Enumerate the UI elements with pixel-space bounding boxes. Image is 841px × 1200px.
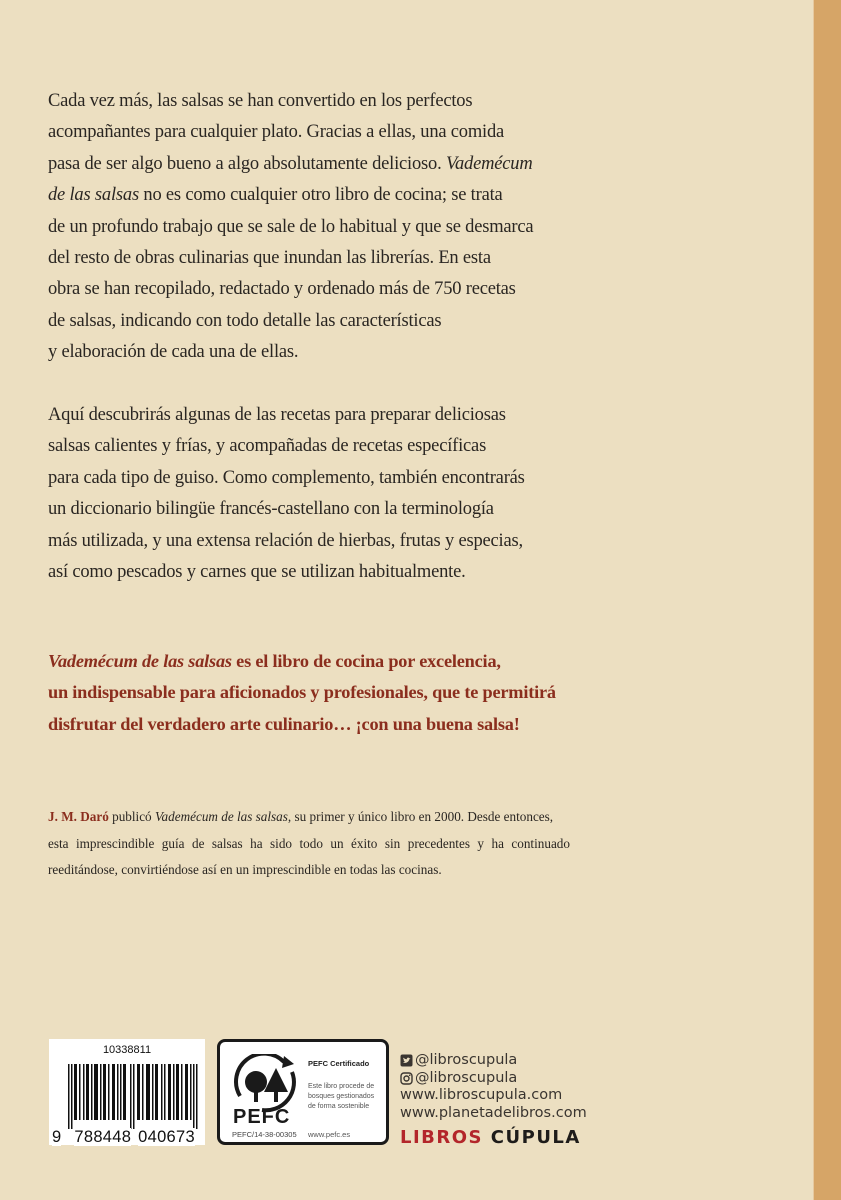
highlight-line: un indispensable para aficionados y profesionales, que te permitirá	[48, 682, 556, 703]
author-bio	[48, 804, 570, 884]
pefc-url: www.pefc.es	[308, 1130, 351, 1139]
author-line: esta imprescindible guía de salsas ha sido todo un éxito sin precedentes y ha continuado	[48, 835, 570, 851]
discover-line: para cada tipo de guiso. Como complemento, también encontrarás	[48, 467, 525, 488]
twitter-icon	[400, 1054, 413, 1067]
intro-line: de las salsas no es como cualquier otro libro de cocina; se trata	[48, 185, 503, 206]
pefc-trees-logo-icon	[232, 1054, 302, 1114]
highlight-line: disfrutar del verdadero arte culinario… ¡con una buena salsa!	[48, 713, 520, 734]
highlight-line: Vademécum de las salsas es el libro de cocina por excelencia,	[48, 651, 501, 671]
author-line: J. M. Daró publicó Vademécum de las salsas, su primer y único libro en 2000. Desde entonces,	[48, 809, 554, 824]
publisher-contacts	[400, 1052, 587, 1122]
intro-line: obra se han recopilado, redactado y ordenado más de 750 recetas	[48, 279, 516, 300]
website-link[interactable]: www.planetadelibros.com	[400, 1104, 587, 1121]
brand-word-libros: LIBROS	[400, 1127, 484, 1148]
intro-line: de un profundo trabajo que se sale de lo habitual y que se desmarca	[48, 216, 534, 237]
discover-line: un diccionario bilingüe francés-castellano con la terminología	[48, 499, 494, 520]
spine-strip	[813, 0, 841, 1200]
discover-line: salsas calientes y frías, y acompañadas de recetas específicas	[48, 436, 487, 457]
barcode-internal-code: 10338811	[102, 1044, 152, 1056]
author-line: reeditándose, convirtiéndose así en un imprescindible en todas las cocinas.	[48, 862, 442, 877]
pefc-title: PEFC Certificado	[308, 1059, 370, 1068]
discover-line: más utilizada, y una extensa relación de hierbas, frutas y especias,	[48, 530, 523, 551]
isbn-number: 9 788448 040673	[52, 1128, 195, 1146]
website-link[interactable]: www.libroscupula.com	[400, 1087, 563, 1103]
highlight-paragraph	[48, 646, 608, 740]
intro-paragraph	[48, 86, 608, 369]
barcode-bars-icon	[68, 1064, 198, 1129]
brand-word-cupula: CÚPULA	[490, 1127, 581, 1148]
intro-line: pasa de ser algo bueno a algo absolutamente delicioso. Vademécum	[48, 153, 533, 174]
isbn-barcode	[49, 1039, 205, 1145]
pefc-logo-text: PEFC	[233, 1106, 291, 1128]
book-title-italic: Vademécum	[445, 153, 533, 174]
book-title-italic: de las salsas	[48, 185, 139, 206]
discover-line: así como pescados y carnes que se utilizan habitualmente.	[48, 562, 466, 583]
instagram-icon	[400, 1072, 413, 1085]
publisher-logo	[400, 1127, 581, 1148]
book-title-italic: Vademécum de las salsas	[48, 651, 232, 671]
discover-line: Aquí descubrirás algunas de las recetas para preparar deliciosas	[48, 405, 506, 425]
instagram-handle[interactable]: @libroscupula	[400, 1070, 587, 1088]
pefc-certification	[217, 1039, 389, 1145]
intro-line: de salsas, indicando con todo detalle las características	[48, 310, 442, 331]
twitter-handle[interactable]: @libroscupula	[400, 1052, 587, 1070]
discover-paragraph	[48, 400, 608, 588]
pefc-code: PEFC/14-38-00305	[232, 1130, 297, 1139]
intro-line: acompañantes para cualquier plato. Gracias a ellas, una comida	[48, 122, 505, 143]
intro-line: del resto de obras culinarias que inundan las librerías. En esta	[48, 248, 491, 269]
author-name: J. M. Daró	[48, 809, 109, 824]
intro-line: Cada vez más, las salsas se han convertido en los perfectos	[48, 91, 473, 111]
intro-line: y elaboración de cada una de ellas.	[48, 342, 299, 363]
pefc-description: Este libro procede de bosques gestionados de forma sostenible	[308, 1083, 375, 1110]
